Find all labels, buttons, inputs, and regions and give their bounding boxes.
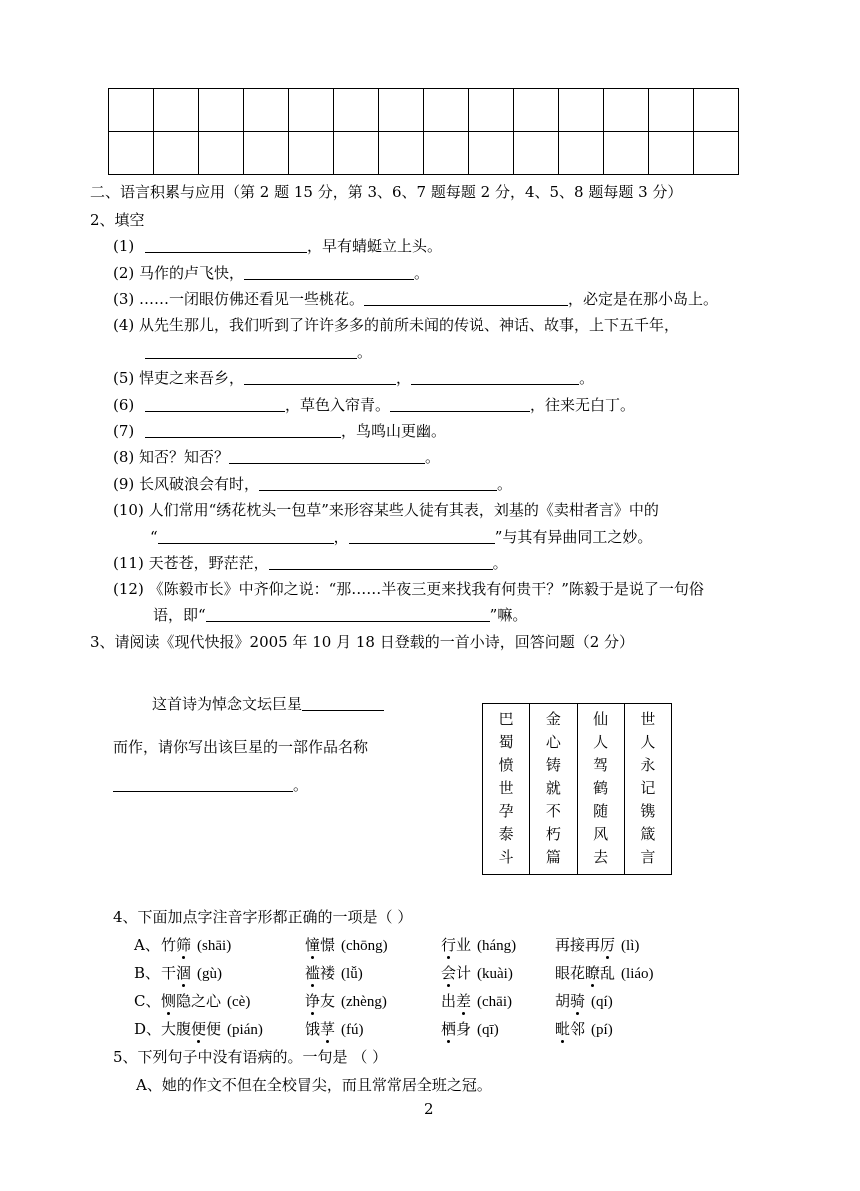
grid-cell[interactable] xyxy=(334,89,379,132)
dotted-char: 骑 xyxy=(570,992,586,1010)
item-number: (11) xyxy=(113,554,144,572)
dotted-char: 瞭 xyxy=(585,964,601,982)
item-text: 。 xyxy=(425,448,441,466)
pinyin: (qī) xyxy=(477,1022,499,1038)
poem-box xyxy=(482,703,672,875)
pinyin: (lì) xyxy=(621,938,640,954)
word-text: 出 xyxy=(441,992,457,1010)
fill-item-12-continued xyxy=(153,605,527,625)
option-word xyxy=(161,963,222,984)
pinyin: (lǚ) xyxy=(341,966,363,982)
option-word xyxy=(441,963,513,984)
item-text: ， xyxy=(333,528,349,546)
poem-char: 朽 xyxy=(545,825,561,843)
grid-cell[interactable] xyxy=(469,132,514,175)
fill-item-1 xyxy=(113,236,442,256)
fill-item-7 xyxy=(113,421,446,441)
question-2-title: 2、填空 xyxy=(90,211,145,229)
poem-char: 随 xyxy=(593,802,609,820)
item-number: (12) xyxy=(113,580,144,598)
item-text: 悍吏之来吾乡， xyxy=(139,369,245,387)
poem-char: 泰 xyxy=(498,825,514,843)
dotted-char: 栖 xyxy=(441,1020,457,1038)
answer-blank[interactable] xyxy=(244,369,396,385)
grid-cell[interactable] xyxy=(559,132,604,175)
poem-char: 巴 xyxy=(498,710,514,728)
poem-char: 记 xyxy=(640,779,656,797)
item-number: (5) xyxy=(113,369,135,387)
grid-cell[interactable] xyxy=(649,132,694,175)
poem-char: 金 xyxy=(545,710,561,728)
item-text: ”与其有异曲同工之妙。 xyxy=(494,528,653,546)
grid-cell[interactable] xyxy=(694,132,739,175)
question-3-line-2: 而作，请你写出该巨星的一部作品名称 xyxy=(113,738,369,756)
word-text: 友 xyxy=(320,992,336,1010)
option-word xyxy=(441,991,512,1012)
item-text: ，草色入帘青。 xyxy=(285,396,391,414)
fill-item-10 xyxy=(113,500,659,520)
poem-char: 愤 xyxy=(498,756,514,774)
grid-cell[interactable] xyxy=(604,89,649,132)
item-text: 。 xyxy=(357,343,373,361)
poem-char: 去 xyxy=(593,848,609,866)
word-text: 大腹 xyxy=(161,1020,192,1038)
answer-blank[interactable] xyxy=(349,528,495,544)
pinyin: (gù) xyxy=(197,966,223,982)
item-text: 。 xyxy=(497,475,513,493)
answer-blank[interactable] xyxy=(145,343,357,359)
grid-cell[interactable] xyxy=(649,89,694,132)
pinyin: (liáo) xyxy=(621,966,654,982)
pinyin: (pí) xyxy=(591,1022,613,1038)
item-text: ，往来无白丁。 xyxy=(530,396,636,414)
pinyin: (chāi) xyxy=(477,994,513,1010)
answer-blank[interactable] xyxy=(390,396,530,412)
grid-cell[interactable] xyxy=(289,132,334,175)
dotted-char: 褴 xyxy=(305,964,321,982)
dotted-char: 差 xyxy=(456,992,472,1010)
answer-blank[interactable] xyxy=(145,237,307,253)
poem-char: 驾 xyxy=(593,756,609,774)
item-text: 。 xyxy=(492,554,508,572)
pinyin: (chōng) xyxy=(341,938,388,954)
grid-cell[interactable] xyxy=(469,89,514,132)
dotted-char: 恻 xyxy=(161,992,177,1010)
item-number: (3) xyxy=(113,290,135,308)
fill-item-4-continued xyxy=(145,342,372,362)
question-5-option-a: A、她的作文不但在全校冒尖，而且常常居全班之冠。 xyxy=(136,1076,492,1094)
word-text: 再接再 xyxy=(555,936,601,954)
section-2-title: 二、语言积累与应用（第 2 题 15 分，第 3、6、7 题每题 2 分，4、5、8 题每题 3 分） xyxy=(90,183,683,201)
fill-item-12 xyxy=(113,579,704,599)
dotted-char: 憧 xyxy=(305,936,321,954)
word-text: 身 xyxy=(456,1020,472,1038)
poem-char: 孕 xyxy=(498,802,514,820)
dotted-char: 行 xyxy=(441,936,457,954)
fill-item-2 xyxy=(113,263,429,283)
word-text: 乱 xyxy=(600,964,616,982)
item-text: ，鸟鸣山更幽。 xyxy=(341,422,447,440)
grid-cell[interactable] xyxy=(604,132,649,175)
dotted-char: 涸 xyxy=(176,964,192,982)
page-number: 2 xyxy=(424,1100,434,1118)
option-word xyxy=(555,991,613,1012)
question-3-title: 3、请阅读《现代快报》2005 年 10 月 18 日登载的一首小诗，回答问题（2 分） xyxy=(90,633,635,651)
word-text: 便 xyxy=(206,1020,222,1038)
item-text: “ xyxy=(150,528,158,546)
item-text: ”嘛。 xyxy=(489,606,528,624)
pinyin: (zhèng) xyxy=(341,994,387,1010)
item-text: 语，即“ xyxy=(153,606,206,624)
grid-row xyxy=(109,132,739,175)
grid-cell[interactable] xyxy=(514,89,559,132)
grid-cell[interactable] xyxy=(424,89,469,132)
dotted-char: 便 xyxy=(191,1020,207,1038)
word-text: 竹 xyxy=(161,936,177,954)
poem-char: 人 xyxy=(640,733,656,751)
item-number: (9) xyxy=(113,475,135,493)
dotted-char: 筛 xyxy=(176,936,192,954)
poem-column xyxy=(483,704,530,874)
dotted-char: 厉 xyxy=(600,936,616,954)
item-text: 这首诗为悼念文坛巨星 xyxy=(152,695,303,713)
item-text: ， xyxy=(396,369,412,387)
grid-row xyxy=(109,89,739,132)
poem-char: 言 xyxy=(640,848,656,866)
item-number: (10) xyxy=(113,501,144,519)
answer-blank[interactable] xyxy=(113,776,293,792)
fill-item-9 xyxy=(113,474,512,494)
answer-blank[interactable] xyxy=(259,475,497,491)
item-text: 。 xyxy=(414,264,430,282)
word-text: 胡 xyxy=(555,992,571,1010)
answer-blank[interactable] xyxy=(411,369,579,385)
option-label: A、 xyxy=(134,936,160,954)
answer-grid xyxy=(108,88,739,175)
item-text: 知否？知否？ xyxy=(139,448,230,466)
pinyin: (qí) xyxy=(591,994,613,1010)
fill-item-10-continued xyxy=(150,527,652,547)
grid-cell[interactable] xyxy=(109,89,154,132)
word-text: 隐之心 xyxy=(176,992,222,1010)
poem-column xyxy=(530,704,577,874)
option-word xyxy=(555,935,639,956)
item-text: ，早有蜻蜓立上头。 xyxy=(307,237,443,255)
fill-item-11 xyxy=(113,553,508,573)
poem-char: 永 xyxy=(640,756,656,774)
fill-item-8 xyxy=(113,447,440,467)
option-label: C、 xyxy=(134,992,161,1010)
option-word xyxy=(555,963,654,984)
item-number: (1) xyxy=(113,237,135,255)
poem-char: 铸 xyxy=(545,756,561,774)
item-text: 《陈毅市长》中齐仰之说：“那……半夜三更来找我有何贵干？”陈毅于是说了一句俗 xyxy=(148,580,704,598)
dotted-char: 诤 xyxy=(305,992,321,1010)
grid-cell[interactable] xyxy=(334,132,379,175)
item-text: ……一闭眼仿佛还看见一些桃花。 xyxy=(139,290,365,308)
dotted-char: 莩 xyxy=(320,1020,336,1038)
item-number: (6) xyxy=(113,396,135,414)
poem-char: 蜀 xyxy=(498,733,514,751)
item-number: (7) xyxy=(113,422,135,440)
pinyin: (cè) xyxy=(227,994,251,1010)
option-word xyxy=(441,1019,499,1040)
word-text: 褛 xyxy=(320,964,336,982)
word-text: 邻 xyxy=(570,1020,586,1038)
poem-char: 镌 xyxy=(640,802,656,820)
answer-blank[interactable] xyxy=(229,448,425,464)
fill-item-6 xyxy=(113,395,635,415)
item-text: 马作的卢飞快， xyxy=(139,264,245,282)
item-number: (4) xyxy=(113,316,135,334)
grid-cell[interactable] xyxy=(289,89,334,132)
option-label: D、 xyxy=(134,1020,162,1038)
poem-column xyxy=(578,704,625,874)
item-text: 长风破浪会有时， xyxy=(139,475,260,493)
option-word xyxy=(305,935,388,956)
word-text: 计 xyxy=(456,964,472,982)
answer-blank[interactable] xyxy=(145,396,285,412)
grid-cell[interactable] xyxy=(154,89,199,132)
grid-cell[interactable] xyxy=(244,89,289,132)
word-text: 憬 xyxy=(320,936,336,954)
question-3-line-1 xyxy=(152,694,384,714)
poem-char: 风 xyxy=(593,825,609,843)
grid-cell[interactable] xyxy=(199,89,244,132)
option-word xyxy=(161,935,231,956)
word-text: 业 xyxy=(456,936,472,954)
fill-item-5 xyxy=(113,368,594,388)
item-number: (2) xyxy=(113,264,135,282)
grid-cell[interactable] xyxy=(514,132,559,175)
pinyin: (shāi) xyxy=(197,938,232,954)
question-3-line-3 xyxy=(113,775,308,795)
grid-cell[interactable] xyxy=(694,89,739,132)
poem-column xyxy=(625,704,671,874)
answer-blank[interactable] xyxy=(145,422,341,438)
item-text: 人们常用“绣花枕头一包草”来形容某些人徒有其表，刘基的《卖柑者言》中的 xyxy=(148,501,659,519)
fill-item-3 xyxy=(113,289,718,309)
word-text: 饿 xyxy=(305,1020,321,1038)
poem-char: 就 xyxy=(545,779,561,797)
poem-char: 世 xyxy=(498,779,514,797)
answer-blank[interactable] xyxy=(206,606,490,622)
grid-cell[interactable] xyxy=(244,132,289,175)
grid-cell[interactable] xyxy=(109,132,154,175)
grid-cell[interactable] xyxy=(154,132,199,175)
question-5-title: 5、下列句子中没有语病的。一句是 （ ） xyxy=(113,1048,388,1066)
pinyin: (háng) xyxy=(477,938,517,954)
option-word xyxy=(305,991,387,1012)
pinyin: (pián) xyxy=(227,1022,263,1038)
poem-char: 心 xyxy=(545,733,561,751)
grid-cell[interactable] xyxy=(199,132,244,175)
option-label: B、 xyxy=(134,964,161,982)
grid-cell[interactable] xyxy=(424,132,469,175)
option-word xyxy=(441,935,516,956)
pinyin: (kuài) xyxy=(477,966,513,982)
poem-char: 世 xyxy=(640,710,656,728)
answer-blank[interactable] xyxy=(244,264,414,280)
item-number: (8) xyxy=(113,448,135,466)
pinyin: (fú) xyxy=(341,1022,364,1038)
poem-char: 篇 xyxy=(545,848,561,866)
poem-char: 箴 xyxy=(640,825,656,843)
poem-char: 鹤 xyxy=(593,779,609,797)
answer-blank[interactable] xyxy=(364,290,568,306)
option-word xyxy=(161,991,250,1012)
grid-cell[interactable] xyxy=(379,132,424,175)
fill-item-4 xyxy=(113,315,679,335)
grid-cell[interactable] xyxy=(379,89,424,132)
option-word xyxy=(305,1019,364,1040)
option-word xyxy=(555,1019,613,1040)
option-word xyxy=(305,963,363,984)
answer-blank[interactable] xyxy=(302,695,384,711)
word-text: 干 xyxy=(161,964,177,982)
dotted-char: 毗 xyxy=(555,1020,571,1038)
answer-blank[interactable] xyxy=(158,528,334,544)
item-text: 。 xyxy=(579,369,595,387)
poem-char: 斗 xyxy=(498,848,514,866)
item-text: 。 xyxy=(293,776,309,794)
grid-cell[interactable] xyxy=(559,89,604,132)
option-word xyxy=(161,1019,263,1040)
item-text: 从先生那儿，我们听到了许许多多的前所未闻的传说、神话、故事，上下五千年， xyxy=(139,316,680,334)
question-4-title: 4、下面加点字注音字形都正确的一项是（ ） xyxy=(113,908,413,926)
poem-char: 仙 xyxy=(593,710,609,728)
answer-blank[interactable] xyxy=(269,554,493,570)
dotted-char: 会 xyxy=(441,964,457,982)
item-text: ，必定是在那小岛上。 xyxy=(568,290,719,308)
item-text: 天苍苍，野茫茫， xyxy=(148,554,269,572)
word-text: 眼花 xyxy=(555,964,586,982)
poem-char: 人 xyxy=(593,733,609,751)
poem-char: 不 xyxy=(545,802,561,820)
